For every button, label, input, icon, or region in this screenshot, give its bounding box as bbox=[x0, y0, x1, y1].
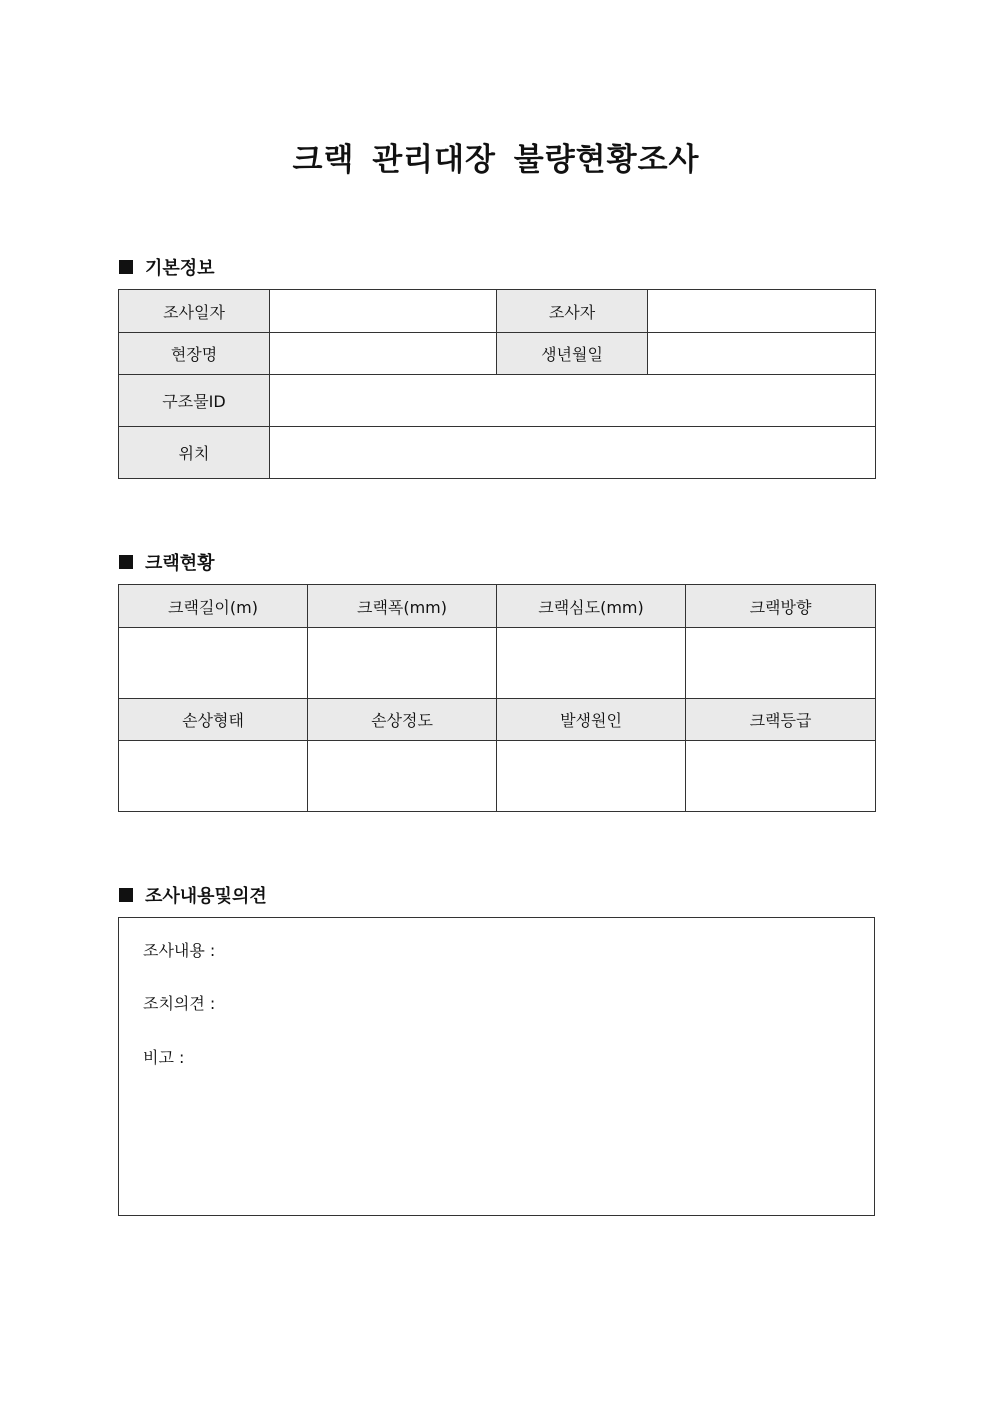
cause-field[interactable] bbox=[497, 741, 686, 812]
page-title: 크랙 관리대장 불량현황조사 bbox=[292, 142, 700, 178]
site-name-field[interactable] bbox=[270, 333, 497, 375]
crack-status-table bbox=[118, 584, 876, 812]
crack-width-field[interactable] bbox=[308, 628, 497, 699]
basic-info-table bbox=[118, 289, 876, 479]
table-row bbox=[119, 427, 876, 479]
survey-date-field[interactable] bbox=[270, 290, 497, 333]
table-row bbox=[119, 375, 876, 427]
section-heading-basic-info bbox=[119, 254, 215, 280]
table-row bbox=[119, 333, 876, 375]
section-heading-crack-status bbox=[119, 549, 215, 575]
damage-degree-header: 손상정도 bbox=[308, 699, 497, 741]
findings-box[interactable] bbox=[118, 917, 875, 1216]
crack-direction-field[interactable] bbox=[686, 628, 876, 699]
section-heading-label: 기본정보 bbox=[145, 258, 215, 279]
table-row bbox=[119, 290, 876, 333]
table-row bbox=[119, 585, 876, 628]
structure-id-field[interactable] bbox=[270, 375, 876, 427]
section-heading-label: 크랙현황 bbox=[145, 553, 215, 574]
crack-depth-header: 크랙심도(mm) bbox=[497, 585, 686, 628]
birth-date-field[interactable] bbox=[648, 333, 876, 375]
remarks-label: 비고 : bbox=[143, 1048, 185, 1067]
damage-type-header: 손상형태 bbox=[119, 699, 308, 741]
table-row bbox=[119, 628, 876, 699]
survey-content-label: 조사내용 : bbox=[143, 941, 216, 960]
birth-date-label: 생년월일 bbox=[497, 333, 648, 375]
action-opinion-label: 조치의견 : bbox=[143, 994, 216, 1013]
crack-grade-field[interactable] bbox=[686, 741, 876, 812]
section-heading-label: 조사내용및의견 bbox=[145, 886, 267, 907]
crack-grade-header: 크랙등급 bbox=[686, 699, 876, 741]
crack-width-header: 크랙폭(mm) bbox=[308, 585, 497, 628]
surveyor-field[interactable] bbox=[648, 290, 876, 333]
section-heading-findings bbox=[119, 882, 267, 908]
square-bullet-icon bbox=[119, 888, 133, 902]
crack-direction-header: 크랙방향 bbox=[686, 585, 876, 628]
cause-header: 발생원인 bbox=[497, 699, 686, 741]
damage-degree-field[interactable] bbox=[308, 741, 497, 812]
crack-length-field[interactable] bbox=[119, 628, 308, 699]
square-bullet-icon bbox=[119, 555, 133, 569]
damage-type-field[interactable] bbox=[119, 741, 308, 812]
survey-date-label: 조사일자 bbox=[119, 290, 270, 333]
site-name-label: 현장명 bbox=[119, 333, 270, 375]
surveyor-label: 조사자 bbox=[497, 290, 648, 333]
square-bullet-icon bbox=[119, 260, 133, 274]
structure-id-label: 구조물ID bbox=[119, 375, 270, 427]
crack-depth-field[interactable] bbox=[497, 628, 686, 699]
table-row bbox=[119, 741, 876, 812]
location-label: 위치 bbox=[119, 427, 270, 479]
table-row bbox=[119, 699, 876, 741]
crack-length-header: 크랙길이(m) bbox=[119, 585, 308, 628]
location-field[interactable] bbox=[270, 427, 876, 479]
